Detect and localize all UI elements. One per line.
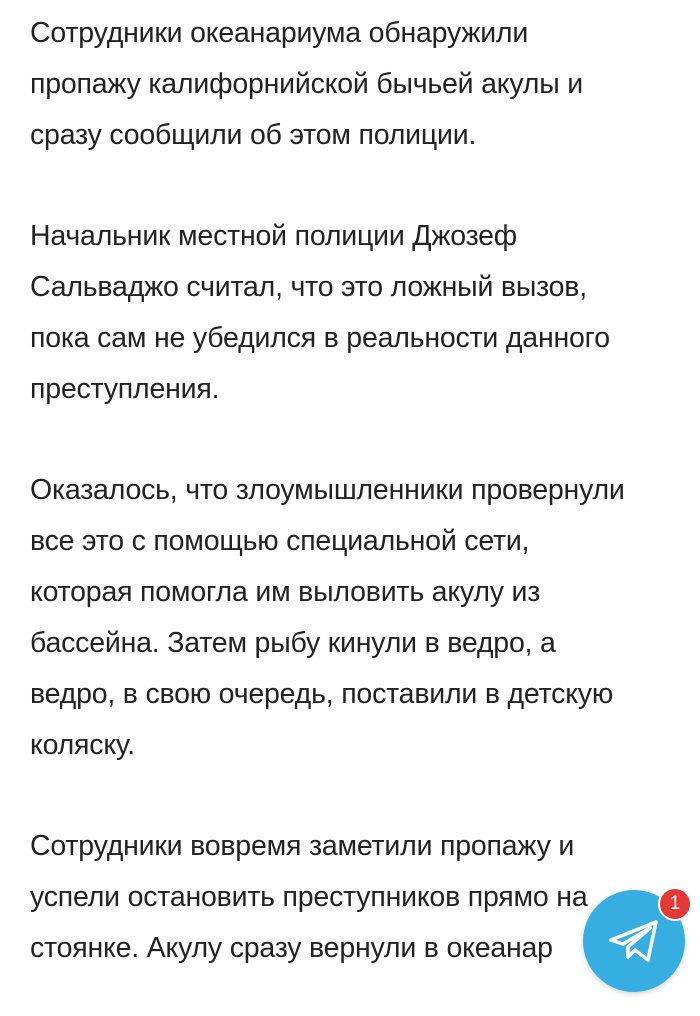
paragraph-line: сразу сообщили об этом полиции. bbox=[30, 119, 477, 151]
notification-badge: 1 bbox=[658, 887, 692, 921]
paragraph-line: преступления. bbox=[30, 373, 220, 405]
article-paragraph bbox=[30, 8, 690, 161]
paragraph-line: Сотрудники вовремя заметили пропажу и bbox=[30, 830, 575, 862]
paragraph-line: пока сам не убедился в реальности данного bbox=[30, 322, 610, 354]
article-paragraph bbox=[30, 211, 690, 415]
telegram-plane-icon bbox=[608, 919, 660, 963]
paragraph-line: которая помогла им выловить акулу из bbox=[30, 576, 541, 608]
paragraph-line: Оказалось, что злоумышленники провернули bbox=[30, 474, 625, 506]
paragraph-line: Начальник местной полиции Джозеф bbox=[30, 220, 518, 252]
paragraph-line: все это с помощью специальной сети, bbox=[30, 525, 530, 557]
paragraph-line: бассейна. Затем рыбу кинули в ведро, а bbox=[30, 627, 556, 659]
article-body bbox=[30, 8, 690, 1016]
paragraph-line: ведро, в свою очередь, поставили в детскую bbox=[30, 678, 614, 710]
paragraph-line: Сальваджо считал, что это ложный вызов, bbox=[30, 271, 587, 303]
paragraph-line: успели остановить преступников прямо на bbox=[30, 881, 588, 913]
paragraph-line: Сотрудники океанариума обнаружили bbox=[30, 17, 529, 49]
paragraph-line: пропажу калифорнийской бычьей акулы и bbox=[30, 68, 583, 100]
article-paragraph bbox=[30, 465, 690, 771]
paragraph-line: коляску. bbox=[30, 729, 135, 761]
paragraph-line: стоянке. Акулу сразу вернули в океанар bbox=[30, 932, 553, 964]
